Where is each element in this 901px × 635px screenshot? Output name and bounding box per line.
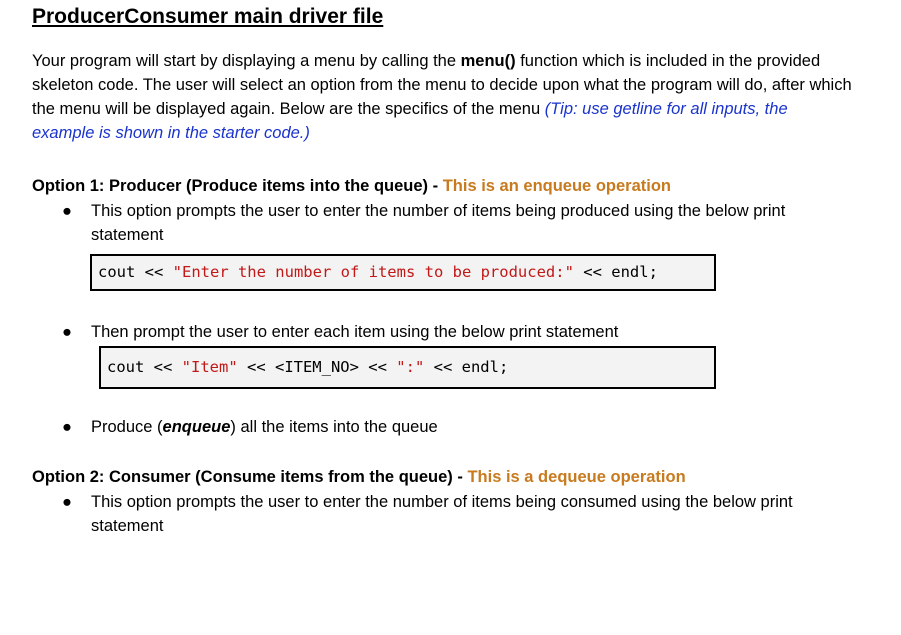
code-suffix: << endl; [573,263,658,281]
bullet-3-pre: Produce ( [91,418,163,436]
option1-heading-text: Option 1: Producer (Produce items into the queue) - [32,177,443,195]
intro-text-1: Your program will start by displaying a menu by calling the [32,52,461,70]
option1-heading [32,174,671,198]
code-block-item-prompt [99,346,716,389]
option1-bullet-3-text [91,415,811,439]
tip-note: (Tip: use getline for all inputs, the example is shown in the starter code.) [32,100,788,142]
intro-paragraph [32,49,852,145]
option1-bullet-2-text: Then prompt the user to enter each item using the below print statement [91,323,619,341]
option2-heading-text: Option 2: Consumer (Consume items from the queue) - [32,468,468,486]
option2-bullet-1 [61,490,821,538]
bullet-dot-icon: ● [62,323,72,341]
code-middle: << <ITEM_NO> << [237,358,397,376]
bullet-dot-icon: ● [62,493,72,511]
bullet-dot-icon: ● [62,202,72,220]
bullet-3-post: ) all the items into the queue [230,418,438,436]
code-suffix: << endl; [424,358,509,376]
option1-bullet-3 [61,415,821,439]
code-prefix: cout << [107,358,182,376]
option1-bullet-1-text: This option prompts the user to enter the number of items being produced using the below print statement [91,202,786,244]
code-prefix: cout << [98,263,173,281]
option2-bullet-1-text: This option prompts the user to enter the number of items being consumed using the below print statement [91,493,793,535]
code-string-item: "Item" [181,358,238,376]
enqueue-emphasis: enqueue [162,418,231,436]
menu-function-name: menu() [460,52,516,70]
option1-bullet-2 [61,320,821,344]
code-block-enter-count [90,254,716,291]
code-string-colon: ":" [396,358,425,376]
option1-operation-note: This is an enqueue operation [442,177,671,195]
option2-operation-note: This is a dequeue operation [467,468,686,486]
page-title: ProducerConsumer main driver file [32,5,384,28]
bullet-dot-icon: ● [62,418,72,436]
intro-text-2: function which is included in the provided skeleton code. The user will select an option from the menu to decide upon what the program will do, after which the menu will be displayed again. Below are the specifics of the menu [32,52,852,118]
code-string-literal: "Enter the number of items to be produced:" [172,263,574,281]
option2-heading [32,465,686,489]
option1-bullet-1 [61,199,821,247]
